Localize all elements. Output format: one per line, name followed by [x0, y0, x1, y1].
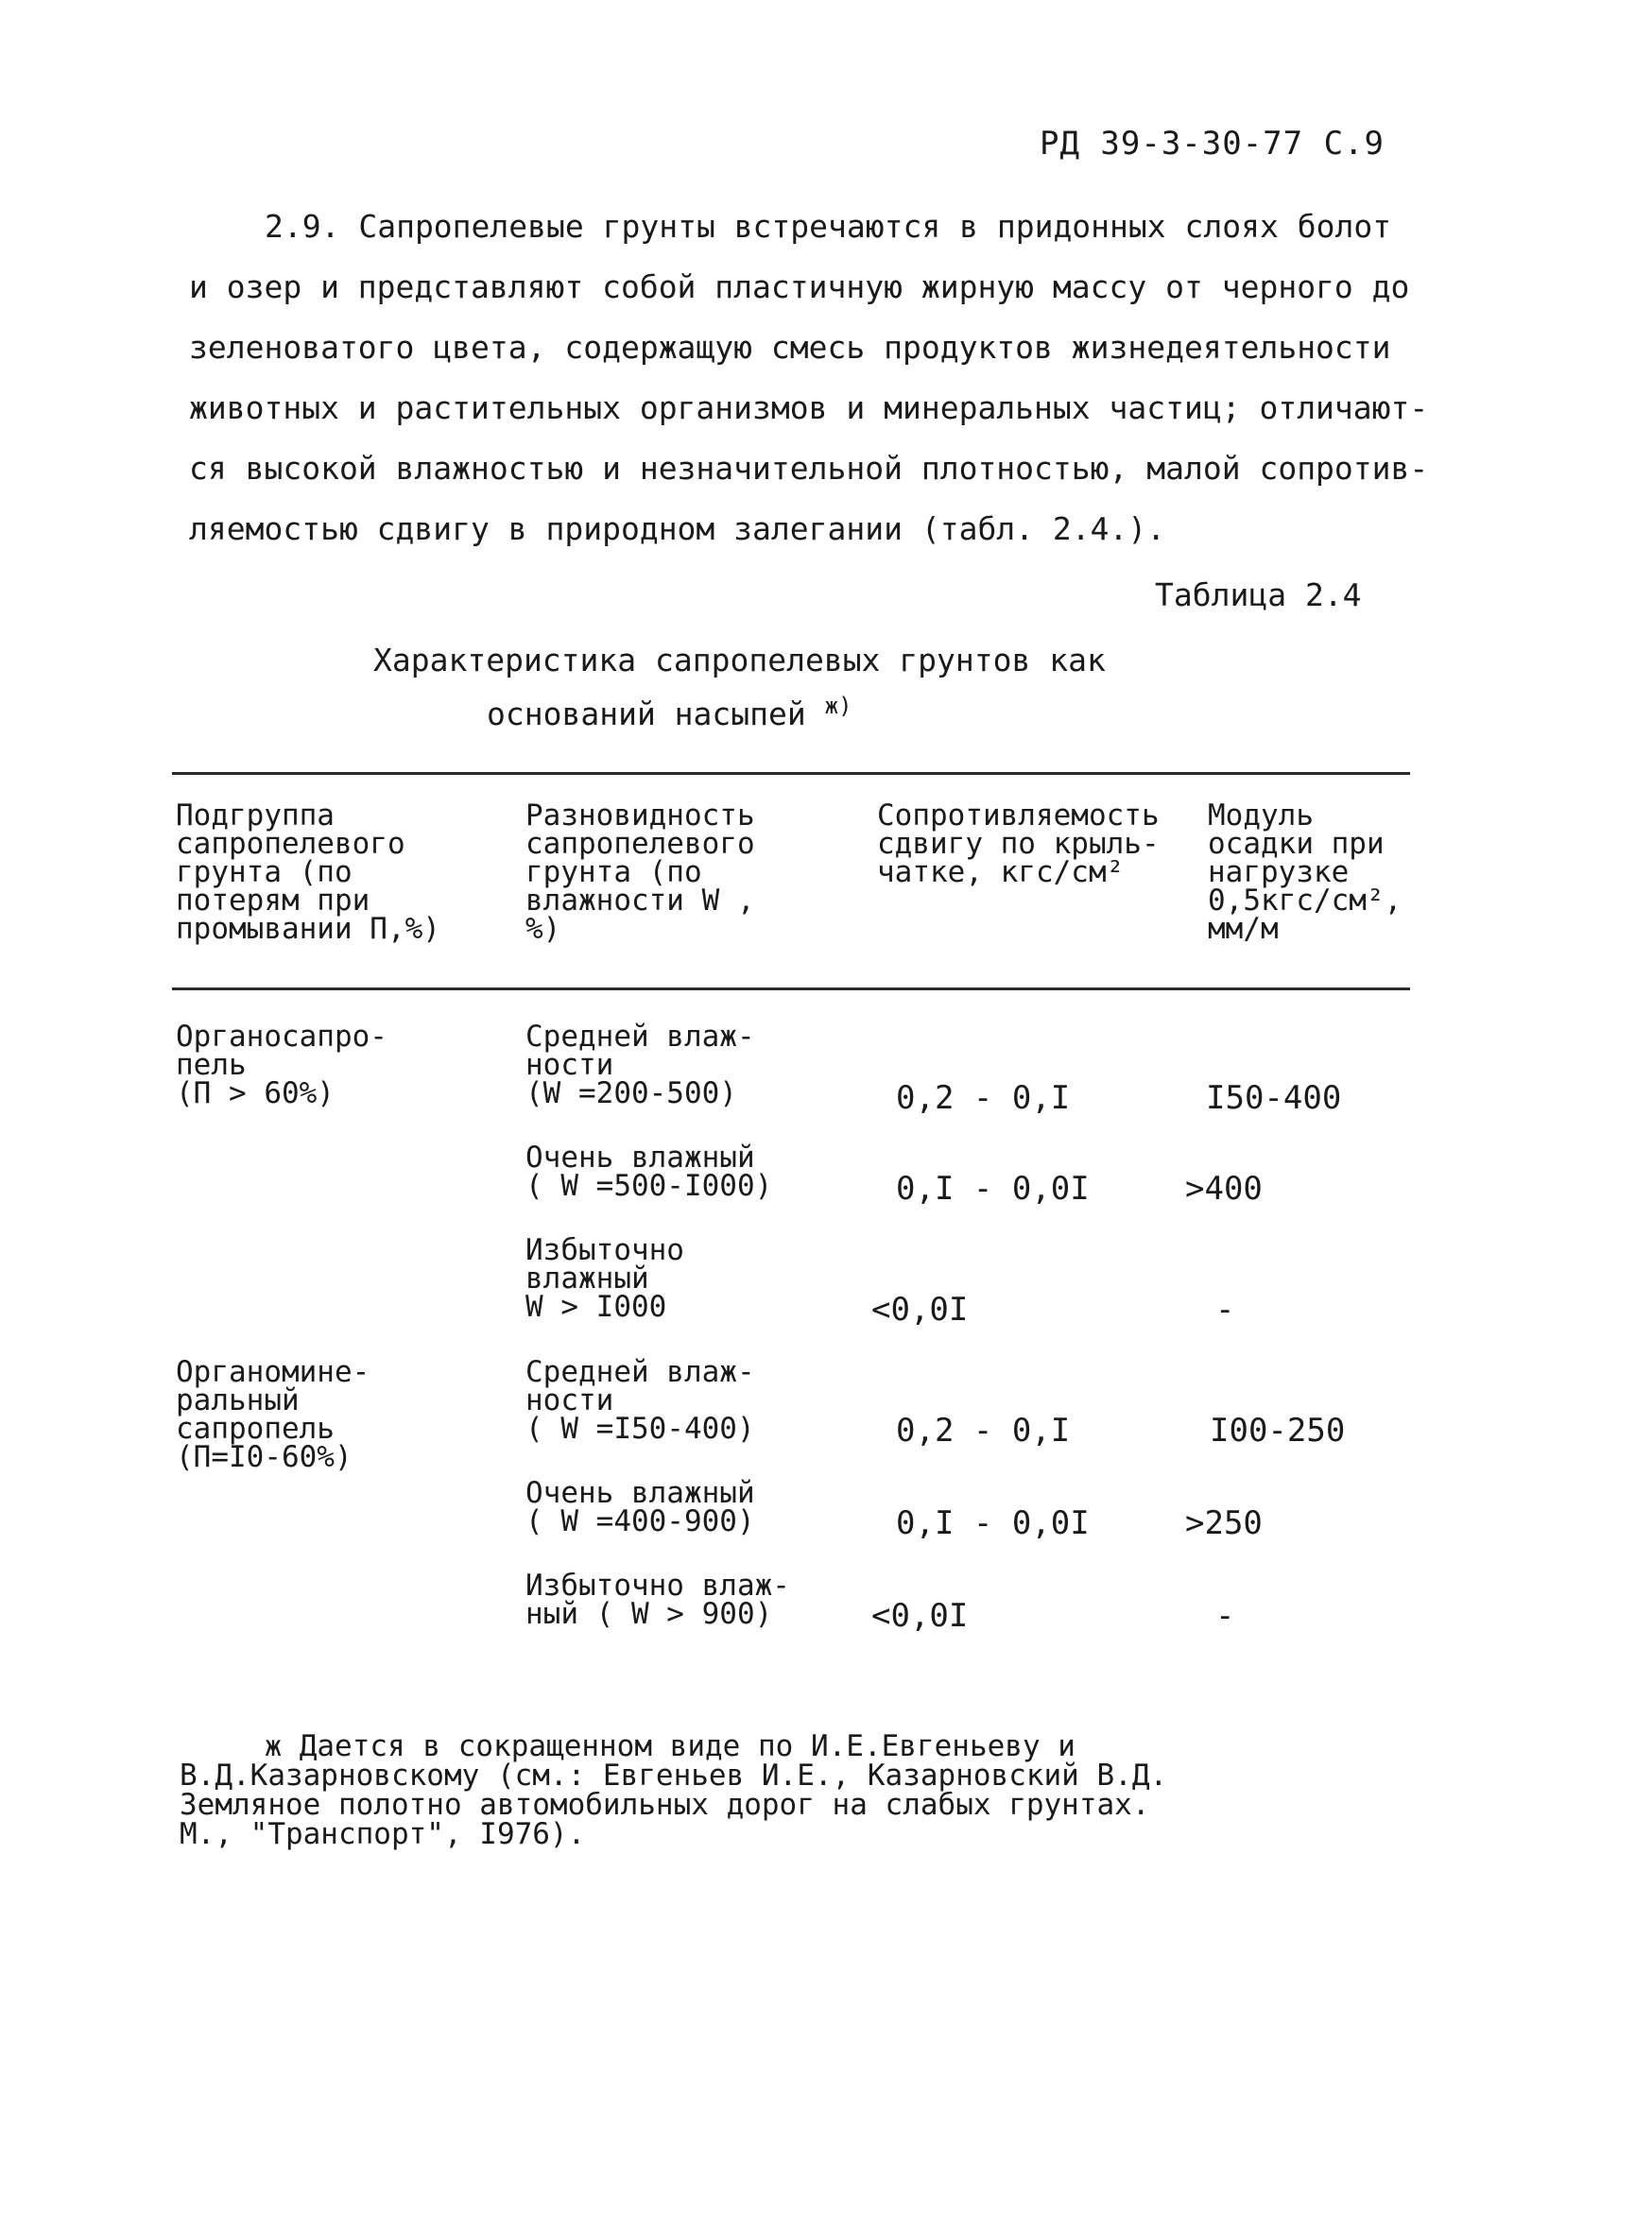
variety-cell: Очень влажный ( W =500-I000) — [525, 1141, 773, 1203]
shear-cell: 0,I - 0,0I — [896, 1504, 1090, 1542]
paragraph-line: животных и растительных организмов и минеральных частиц; отличают- — [189, 389, 1429, 426]
footnote-line: Земляное полотно автомобильных дорог на слабых грунтах. — [180, 1788, 1150, 1822]
paragraph-line: 2.9. Сапропелевые грунты встречаются в придонных слоях болот — [265, 208, 1392, 245]
shear-cell: 0,2 - 0,I — [896, 1079, 1071, 1117]
variety-cell: Средней влаж- ности (W =200-500) — [525, 1020, 755, 1110]
paragraph-line: ляемостью сдвигу в природном залегании (табл. 2.4.). — [189, 510, 1166, 547]
group-organosapropel: Органосапро- пель (П > 60%) — [176, 1020, 387, 1110]
modulus-cell: I00-250 — [1210, 1412, 1346, 1450]
page-reference: РД 39-3-30-77 С.9 — [1040, 125, 1385, 163]
modulus-cell: - — [1215, 1291, 1235, 1329]
variety-cell: Средней влаж- ности ( W =I50-400) — [525, 1355, 755, 1446]
body-paragraph — [189, 197, 1429, 559]
footnote-line: Дается в сокращенном виде по И.Е.Евгеньеву и — [299, 1729, 1076, 1763]
modulus-cell: >400 — [1185, 1170, 1263, 1208]
modulus-cell: >250 — [1185, 1504, 1263, 1542]
table-label: Таблица 2.4 — [1155, 576, 1362, 613]
footnote-line: В.Д.Казарновскому (см.: Евгеньев И.Е., Казарновский В.Д. — [180, 1759, 1168, 1793]
paragraph-line: зеленоватого цвета, содержащую смесь продуктов жизнедеятельности — [189, 329, 1391, 366]
footnote — [180, 1729, 1408, 1851]
shear-cell: <0,0I — [871, 1291, 969, 1329]
footnote-mark: ж — [265, 1730, 283, 1763]
paragraph-line: и озер и представляют собой пластичную жирную массу от черного до — [189, 268, 1410, 305]
shear-cell: 0,I - 0,0I — [896, 1170, 1090, 1208]
modulus-cell: - — [1215, 1597, 1235, 1635]
modulus-cell: I50-400 — [1206, 1079, 1342, 1117]
column-header-modulus: Модуль осадки при нагрузке 0,5кгс/см², мм/м — [1208, 798, 1402, 946]
footnote-line: М., "Транспорт", I976). — [180, 1817, 586, 1851]
variety-cell: Избыточно влажный W > I000 — [525, 1233, 684, 1324]
column-header-subgroup: Подгруппа сапропелевого грунта (по потерям при промывании П,%) — [176, 798, 440, 946]
column-header-variety: Разновидность сапропелевого грунта (по влажности W , %) — [525, 798, 755, 946]
shear-cell: 0,2 - 0,I — [896, 1412, 1071, 1450]
table-header-rule — [172, 987, 1410, 990]
table-title — [373, 638, 1106, 737]
table-title-line: оснований насыпей — [487, 695, 806, 732]
table-title-line: Характеристика сапропелевых грунтов как — [373, 642, 1106, 678]
table-top-rule — [172, 772, 1410, 775]
footnote-reference: ж) — [824, 693, 852, 719]
group-organomineral: Органомине- ральный сапропель (П=I0-60%) — [176, 1355, 370, 1474]
variety-cell: Очень влажный ( W =400-900) — [525, 1476, 755, 1538]
paragraph-line: ся высокой влажностью и незначительной плотностью, малой сопротив- — [189, 450, 1429, 487]
variety-cell: Избыточно влаж- ный ( W > 900) — [525, 1569, 790, 1631]
column-header-shear: Сопротивляемость сдвигу по крыль- чатке, кгс/см² — [877, 798, 1160, 889]
shear-cell: <0,0I — [871, 1597, 969, 1635]
